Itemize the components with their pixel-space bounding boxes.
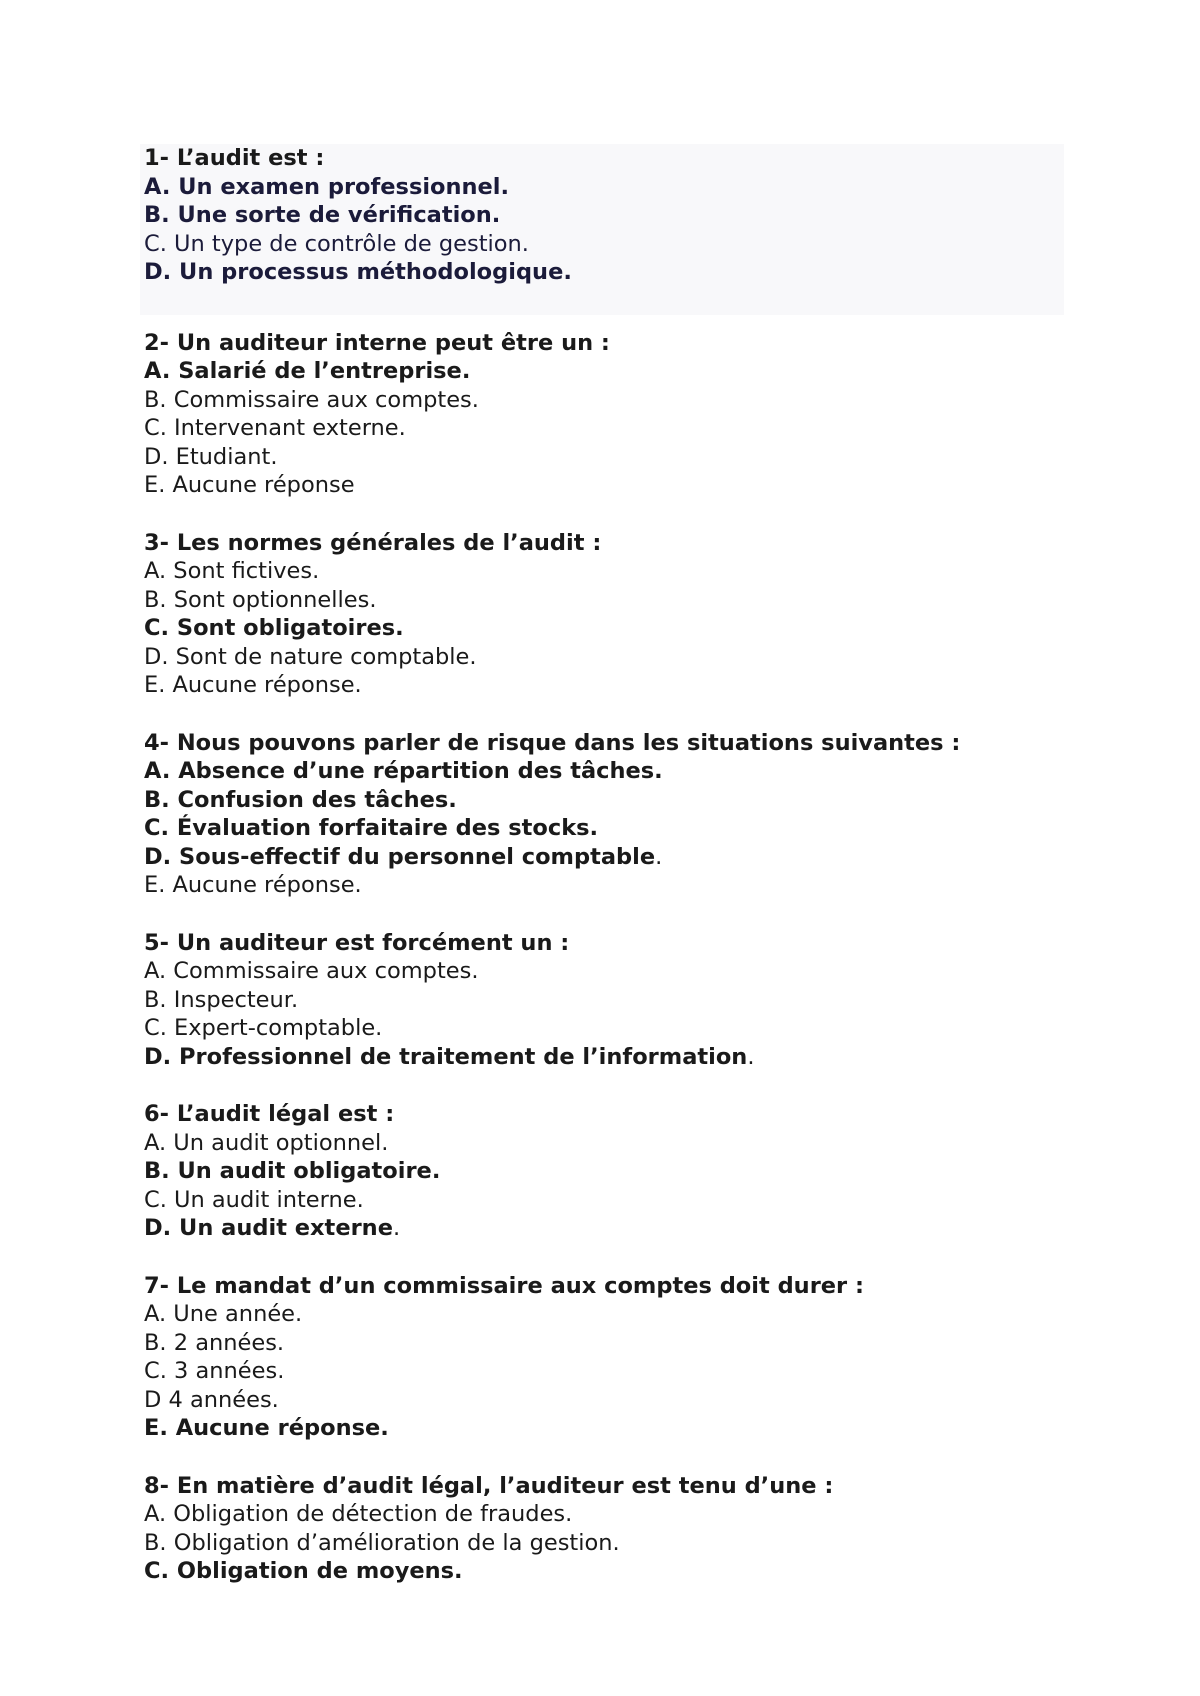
answer-option: B. Commissaire aux comptes. [144, 386, 479, 413]
answer-option-suffix: . [655, 843, 663, 870]
answer-option: E. Aucune réponse [144, 472, 355, 498]
question-title: 5- Un auditeur est forcément un : [144, 929, 570, 956]
question-title: 2- Un auditeur interne peut être un : [144, 329, 610, 356]
quiz-content [144, 144, 1064, 1615]
answer-option-text: D. Professionnel de traitement de l’information [144, 1043, 748, 1070]
answer-option: B. 2 années. [144, 1329, 285, 1356]
answer-option: A. Sont fictives. [144, 558, 320, 584]
answer-option: E. Aucune réponse. [144, 672, 362, 698]
answer-option-suffix: . [392, 1215, 401, 1241]
answer-option: C. Intervenant externe. [144, 415, 406, 441]
answer-option: A. Un examen professionnel. [144, 173, 510, 200]
question-title: 1- L’audit est : [144, 145, 325, 171]
answer-option [144, 843, 1064, 872]
answer-option-suffix: . [747, 1043, 755, 1070]
question-2 [144, 329, 1064, 500]
question-1 [140, 144, 1064, 315]
answer-option: A. Salarié de l’entreprise. [144, 358, 471, 384]
answer-option-text: D. Un audit externe [144, 1215, 393, 1241]
answer-option: B. Inspecteur. [144, 986, 299, 1013]
answer-option: C. Obligation de moyens. [144, 1558, 463, 1584]
answer-option: B. Un audit obligatoire. [144, 1158, 441, 1184]
question-title: 3- Les normes générales de l’audit : [144, 529, 602, 556]
answer-option: D 4 années. [144, 1386, 279, 1413]
answer-option: C. Sont obligatoires. [144, 615, 404, 641]
question-6 [144, 1100, 1064, 1243]
question-title: 7- Le mandat d’un commissaire aux comptes doit durer : [144, 1272, 864, 1299]
answer-option: C. Un audit interne. [144, 1186, 364, 1213]
answer-option: D. Sont de nature comptable. [144, 643, 477, 670]
answer-option: B. Une sorte de vérification. [144, 202, 501, 228]
answer-option: C. Évaluation forfaitaire des stocks. [144, 815, 599, 841]
answer-option: A. Un audit optionnel. [144, 1129, 389, 1156]
answer-option: A. Une année. [144, 1301, 303, 1327]
answer-option: B. Confusion des tâches. [144, 786, 457, 813]
question-title: 6- L’audit légal est : [144, 1101, 395, 1127]
answer-option: A. Commissaire aux comptes. [144, 958, 479, 984]
answer-option: D. Etudiant. [144, 443, 278, 470]
answer-option: C. 3 années. [144, 1358, 285, 1384]
answer-option: C. Un type de contrôle de gestion. [144, 230, 529, 257]
answer-option [144, 1043, 1064, 1072]
question-title: 4- Nous pouvons parler de risque dans les situations suivantes : [144, 729, 961, 756]
answer-option: E. Aucune réponse. [144, 872, 362, 898]
answer-option-text: D. Sous-effectif du personnel comptable [144, 843, 656, 870]
answer-option: E. Aucune réponse. [144, 1415, 389, 1441]
answer-option: B. Obligation d’amélioration de la gestion. [144, 1529, 620, 1556]
answer-option: A. Obligation de détection de fraudes. [144, 1501, 573, 1527]
question-7 [144, 1272, 1064, 1443]
answer-option: C. Expert-comptable. [144, 1015, 383, 1041]
question-4 [144, 729, 1064, 900]
question-title: 8- En matière d’audit légal, l’auditeur est tenu d’une : [144, 1472, 834, 1499]
answer-option: D. Un processus méthodologique. [144, 259, 572, 285]
question-3 [144, 529, 1064, 700]
answer-option: B. Sont optionnelles. [144, 586, 377, 613]
question-5 [144, 929, 1064, 1072]
question-8 [144, 1472, 1064, 1586]
answer-option: A. Absence d’une répartition des tâches. [144, 758, 663, 784]
answer-option [144, 1214, 1064, 1243]
